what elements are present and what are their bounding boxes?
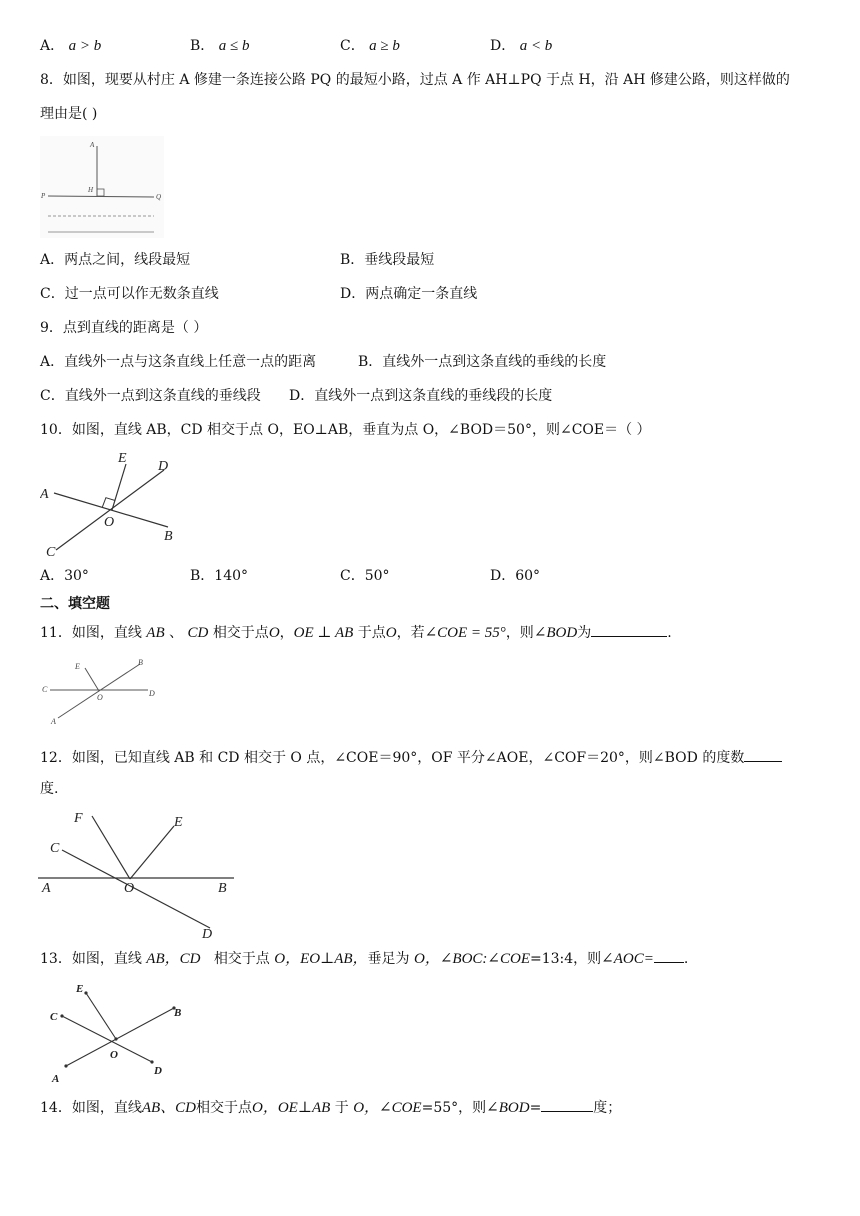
text: 14．如图，直线 xyxy=(40,1100,142,1116)
math: ∠AOC= xyxy=(601,951,654,967)
q11-stem xyxy=(40,622,672,643)
math: O， xyxy=(414,951,440,967)
label-e: E xyxy=(174,815,183,830)
point-d xyxy=(150,1060,153,1063)
label-d: D xyxy=(202,927,213,942)
line-ab xyxy=(66,1008,174,1066)
label-b: B xyxy=(138,658,143,667)
text: 相交于点 xyxy=(196,1100,252,1116)
text: 为 xyxy=(577,625,592,641)
q11-figure xyxy=(40,656,160,728)
math-expression: a < b xyxy=(519,38,553,54)
math: O， xyxy=(252,1100,278,1116)
q13-stem xyxy=(40,948,688,969)
math: AB xyxy=(146,625,165,641)
math: ∠COE xyxy=(379,1100,422,1116)
option-letter: C． xyxy=(340,38,365,54)
text: 相交于点 xyxy=(212,625,269,641)
q8-stem-line2: 理由是( ) xyxy=(40,106,98,122)
line-cd xyxy=(62,850,210,928)
label-a: A xyxy=(51,717,56,726)
ray-of xyxy=(92,816,130,879)
q9-stem: 9．点到直线的距离是（ ） xyxy=(40,320,208,336)
math: OE⊥AB xyxy=(277,1100,331,1116)
math-expression: a ≥ b xyxy=(369,38,400,54)
q7-option-a xyxy=(40,36,101,56)
label-e: E xyxy=(75,662,80,671)
q9-option-b: B．直线外一点到这条直线的垂线的长度 xyxy=(358,354,607,370)
label-b: B xyxy=(218,881,227,896)
text: = xyxy=(529,1100,542,1116)
section-title: 二、填空题 xyxy=(40,596,110,612)
label-e: E xyxy=(76,983,84,995)
q8-option-c: C．过一点可以作无数条直线 xyxy=(40,286,219,302)
answer-blank[interactable] xyxy=(744,747,782,762)
q10-option-b: B．140° xyxy=(190,568,249,584)
answer-blank[interactable] xyxy=(591,622,667,637)
line-cd xyxy=(56,470,164,550)
math: O xyxy=(268,625,280,641)
label-d: D xyxy=(149,689,155,698)
option-letter: A． xyxy=(40,38,65,54)
q10-figure xyxy=(40,446,176,558)
label-b: B xyxy=(174,1007,182,1019)
q10-option-c: C．50° xyxy=(340,568,390,584)
label-o: O xyxy=(97,693,103,702)
q9-option-c: C．直线外一点到这条直线的垂线段 xyxy=(40,388,261,404)
q10-option-d: D．60° xyxy=(490,568,541,584)
label-c: C xyxy=(42,685,48,694)
math: EO⊥AB， xyxy=(300,951,368,967)
text: ，若 xyxy=(396,625,425,641)
q8-stem-line1: 8．如图，现要从村庄 A 修建一条连接公路 PQ 的最短小路，过点 A 作 AH⊥PQ 于点 H，沿 AH 修建公路，则这样做的 xyxy=(40,72,790,88)
q9-option-d: D．直线外一点到这条直线的垂线段的长度 xyxy=(289,388,553,404)
option-letter: D． xyxy=(490,38,516,54)
text: 12．如图，已知直线 AB 和 CD 相交于 O 点，∠COE＝90°，OF 平分∠AOE，∠COF＝20°，则∠BOD 的度数 xyxy=(40,750,745,766)
label-a: A xyxy=(90,141,95,149)
label-p: P xyxy=(41,192,46,200)
math-expression: a > b xyxy=(68,38,102,54)
text: . xyxy=(683,951,689,967)
math: ∠COE = 55° xyxy=(424,625,506,641)
ray-oe xyxy=(130,826,174,879)
label-e: E xyxy=(118,451,127,466)
text: 11．如图，直线 xyxy=(40,625,142,641)
math: O， xyxy=(353,1100,380,1116)
q12-line2: 度. xyxy=(40,781,59,797)
point-o xyxy=(114,1037,117,1040)
math: O， xyxy=(274,951,301,967)
label-a: A xyxy=(40,487,49,502)
label-c: C xyxy=(50,841,60,856)
text: 相交于点 xyxy=(213,951,270,967)
math: ∠BOC:∠COE xyxy=(439,951,530,967)
label-o: O xyxy=(104,515,115,530)
label-f: F xyxy=(74,811,83,826)
math-expression: a ≤ b xyxy=(218,38,250,54)
text: 垂足为 xyxy=(367,951,410,967)
q14-stem xyxy=(40,1097,621,1118)
label-d: D xyxy=(158,459,169,474)
math: O xyxy=(385,625,397,641)
text: 13．如图，直线 xyxy=(40,951,142,967)
label-b: B xyxy=(164,529,173,544)
text: =13:4，则 xyxy=(529,951,602,967)
text: 度； xyxy=(593,1100,622,1116)
q7-option-d xyxy=(490,36,552,56)
math: ∠BOD xyxy=(486,1100,530,1116)
text: 、 xyxy=(169,625,184,641)
label-o: O xyxy=(110,1049,118,1061)
q12-line1 xyxy=(40,747,782,768)
text: ，则 xyxy=(505,625,534,641)
text: =55°，则 xyxy=(421,1100,487,1116)
q13-figure xyxy=(44,978,184,1088)
label-c: C xyxy=(46,545,56,558)
q7-option-c xyxy=(340,36,400,56)
label-a: A xyxy=(42,881,51,896)
q8-option-d: D．两点确定一条直线 xyxy=(340,286,478,302)
math: AB、CD xyxy=(141,1100,196,1116)
math: AB，CD xyxy=(146,951,201,967)
ray-oe xyxy=(86,993,116,1039)
point-e xyxy=(84,991,87,994)
math: OE ⊥ AB xyxy=(293,625,354,641)
line-cd xyxy=(62,1016,152,1062)
label-q: Q xyxy=(156,193,162,201)
math: ∠BOD xyxy=(533,625,578,641)
q8-option-a: A．两点之间，线段最短 xyxy=(40,252,191,268)
point-c xyxy=(60,1014,63,1017)
text: 于 xyxy=(334,1100,349,1116)
label-a: A xyxy=(52,1073,60,1085)
label-h: H xyxy=(88,186,94,194)
figure-background xyxy=(40,136,164,238)
point-a xyxy=(64,1064,67,1067)
option-letter: B． xyxy=(190,38,215,54)
text: . xyxy=(667,625,672,641)
q10-option-a: A．30° xyxy=(40,568,89,584)
math: CD xyxy=(187,625,209,641)
answer-blank[interactable] xyxy=(654,948,684,963)
text: 于点 xyxy=(357,625,386,641)
q9-option-a: A．直线外一点与这条直线上任意一点的距离 xyxy=(40,354,317,370)
q10-stem: 10．如图，直线 AB，CD 相交于点 O，EO⊥AB，垂直为点 O，∠BOD＝50°，则∠COE＝（ ） xyxy=(40,422,651,438)
label-d: D xyxy=(154,1065,162,1077)
q8-figure xyxy=(40,136,164,238)
label-c: C xyxy=(50,1011,58,1023)
answer-blank[interactable] xyxy=(541,1097,593,1112)
label-o: O xyxy=(124,881,135,896)
q8-option-b: B．垂线段最短 xyxy=(340,252,435,268)
ray-oe xyxy=(85,668,99,691)
q7-option-b xyxy=(190,36,249,56)
text: ， xyxy=(279,625,294,641)
q12-figure xyxy=(36,804,240,942)
